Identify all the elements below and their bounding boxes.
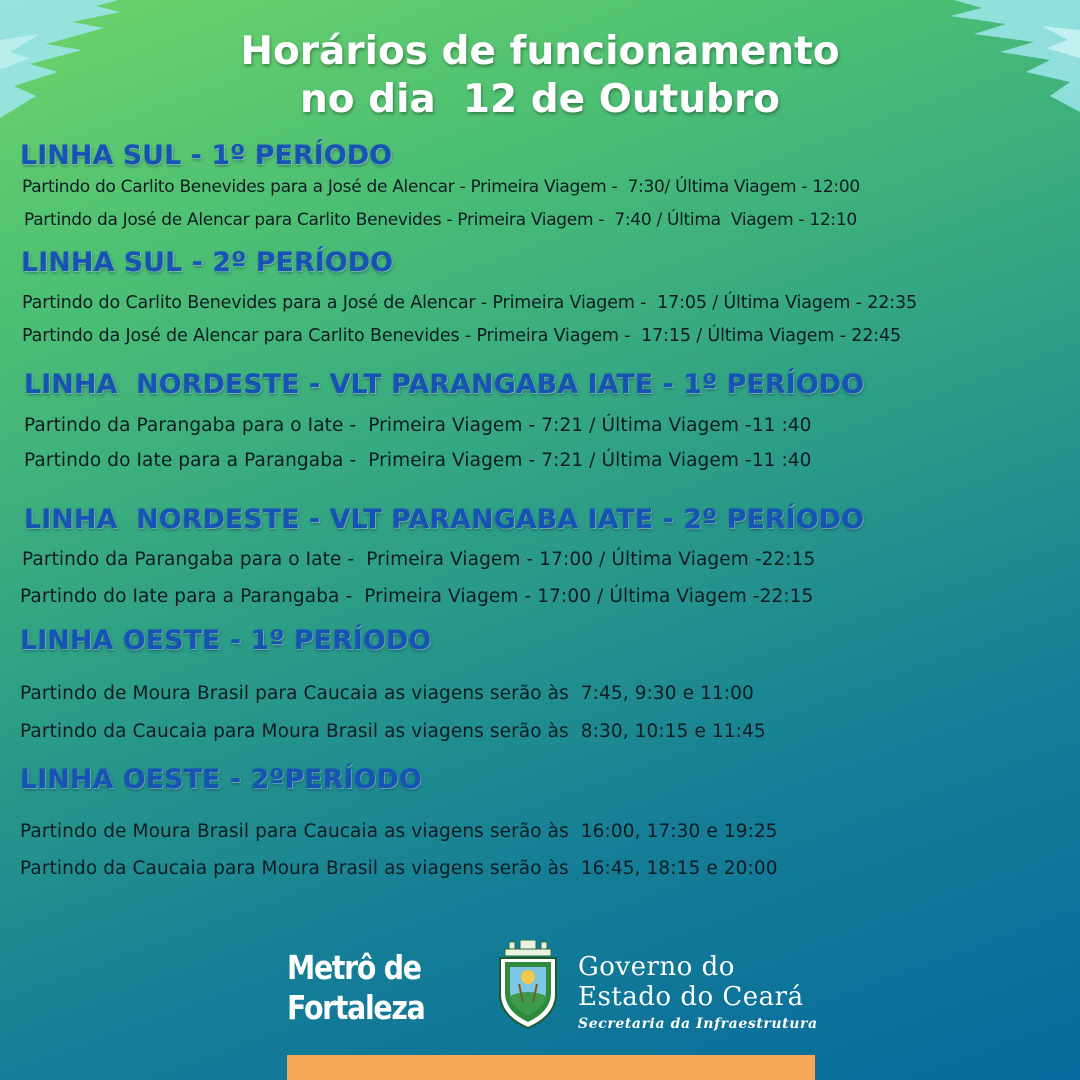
schedule-line: Partindo do Carlito Benevides para a José de Alencar - Primeira Viagem - 17:05 / Última Viagem - 22:35 xyxy=(22,293,917,313)
schedule-line: Partindo de Moura Brasil para Caucaia as viagens serão às 16:00, 17:30 e 19:25 xyxy=(20,821,778,842)
orange-footer-bar xyxy=(287,1055,815,1080)
heading-linha-sul-1: LINHA SUL - 1º PERÍODO xyxy=(20,140,393,171)
metro-fortaleza-logo xyxy=(287,948,424,1028)
metro-logo-line-2: Fortaleza xyxy=(287,988,425,1027)
schedule-line: Partindo da Caucaia para Moura Brasil as viagens serão às 16:45, 18:15 e 20:00 xyxy=(20,858,778,879)
heading-linha-oeste-1: LINHA OESTE - 1º PERÍODO xyxy=(20,625,432,656)
schedule-line: Partindo do Iate para a Parangaba - Primeira Viagem - 17:00 / Última Viagem -22:15 xyxy=(20,586,814,607)
ceara-coat-of-arms-icon xyxy=(495,940,561,1030)
footer xyxy=(0,930,1080,1080)
title-line-2: no dia 12 de Outubro xyxy=(300,77,780,122)
schedule-line: Partindo do Iate para a Parangaba - Primeira Viagem - 7:21 / Última Viagem -11 :40 xyxy=(24,450,812,471)
metro-logo-line-1: Metrô de xyxy=(287,948,421,987)
title-line-1: Horários de funcionamento xyxy=(240,29,840,74)
governo-ceara-logo xyxy=(578,952,818,1034)
schedule-line: Partindo da Parangaba para o Iate - Primeira Viagem - 17:00 / Última Viagem -22:15 xyxy=(22,549,816,570)
schedule-line: Partindo da José de Alencar para Carlito Benevides - Primeira Viagem - 17:15 / Última Viagem - 22:45 xyxy=(22,326,901,346)
heading-linha-oeste-2: LINHA OESTE - 2ºPERÍODO xyxy=(20,764,422,795)
heading-linha-nordeste-1: LINHA NORDESTE - VLT PARANGABA IATE - 1º PERÍODO xyxy=(24,369,865,400)
schedule-line: Partindo da Caucaia para Moura Brasil as viagens serão às 8:30, 10:15 e 11:45 xyxy=(20,721,766,742)
schedule-line: Partindo da José de Alencar para Carlito Benevides - Primeira Viagem - 7:40 / Última Viagem - 12:10 xyxy=(24,210,857,230)
page-title xyxy=(0,28,1080,124)
heading-linha-sul-2: LINHA SUL - 2º PERÍODO xyxy=(21,247,394,278)
gov-logo-line-2: Estado do Ceará xyxy=(578,982,804,1012)
schedule-line: Partindo do Carlito Benevides para a José de Alencar - Primeira Viagem - 7:30/ Última Viagem - 12:00 xyxy=(22,177,860,197)
schedule-line: Partindo de Moura Brasil para Caucaia as viagens serão às 7:45, 9:30 e 11:00 xyxy=(20,683,754,704)
gov-logo-line-3: Secretaria da Infraestrutura xyxy=(578,1016,818,1032)
gov-logo-line-1: Governo do xyxy=(578,952,735,982)
schedule-line: Partindo da Parangaba para o Iate - Primeira Viagem - 7:21 / Última Viagem -11 :40 xyxy=(24,415,812,436)
heading-linha-nordeste-2: LINHA NORDESTE - VLT PARANGABA IATE - 2º PERÍODO xyxy=(24,504,865,535)
